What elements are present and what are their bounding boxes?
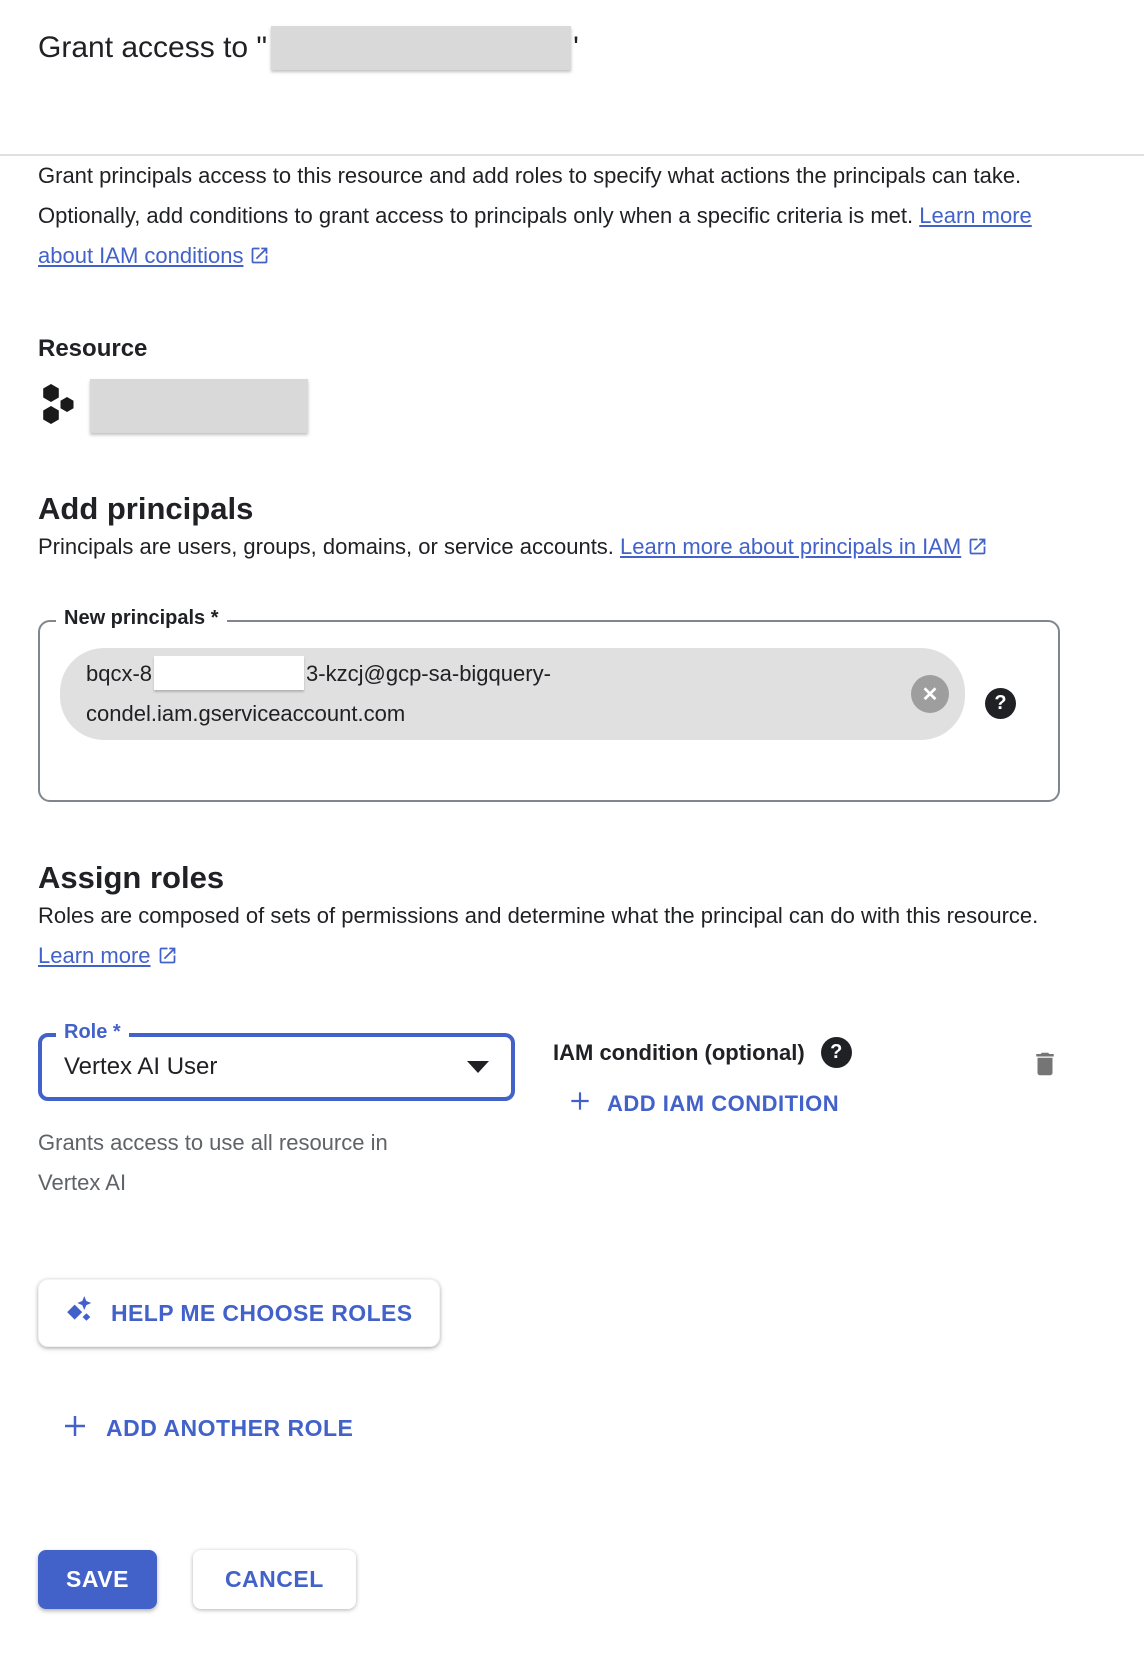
redacted-resource-value <box>90 379 308 433</box>
cancel-button[interactable]: CANCEL <box>193 1550 356 1609</box>
resource-heading: Resource <box>38 335 148 362</box>
assign-roles-heading: Assign roles <box>38 860 225 895</box>
role-label: Role * <box>56 1021 129 1044</box>
dataset-icon <box>38 381 78 432</box>
dialog-header <box>38 0 1060 94</box>
remove-principal-button[interactable] <box>911 675 949 713</box>
redacted-resource-name <box>271 26 571 70</box>
role-helper-text: Grants access to use all resource in Vertex AI <box>38 1130 388 1195</box>
iam-condition-column <box>553 1033 1030 1119</box>
save-button[interactable]: SAVE <box>38 1550 157 1609</box>
principals-paragraph <box>38 527 1053 570</box>
delete-role-button[interactable] <box>1030 1047 1060 1084</box>
roles-text: Roles are composed of sets of permissions and determine what the principal can do with this resource. <box>38 903 1039 928</box>
close-icon: ✕ <box>921 683 939 706</box>
page-title <box>38 26 1060 70</box>
intro-paragraph <box>38 156 1053 279</box>
external-link-icon <box>249 239 270 279</box>
redacted-principal-segment <box>154 656 304 690</box>
help-me-choose-roles-button[interactable]: HELP ME CHOOSE ROLES <box>38 1279 440 1347</box>
external-link-icon <box>967 530 988 570</box>
add-principals-heading: Add principals <box>38 491 254 526</box>
resource-row <box>38 379 1060 433</box>
trash-icon <box>1030 1069 1060 1084</box>
plus-icon <box>60 1411 90 1446</box>
new-principals-field[interactable] <box>38 607 1060 802</box>
principal-chip <box>60 648 965 740</box>
dialog-footer <box>38 1550 1060 1609</box>
role-select[interactable] <box>38 1021 515 1101</box>
chevron-down-icon <box>467 1061 489 1073</box>
roles-learn-more-link[interactable]: Learn more <box>38 943 151 968</box>
intro-text: Grant principals access to this resource and add roles to specify what actions the principals can take. Optionally, add conditions to grant access to principals only when a specific criteria is met. <box>38 163 1022 228</box>
principal-email: bqcx-8 3-kzcj@gcp-sa-bigquery- condel.iam.gserviceaccount.com <box>86 654 897 734</box>
role-column <box>38 1021 515 1203</box>
principals-text: Principals are users, groups, domains, or service accounts. <box>38 534 621 559</box>
page-title-text: Grant access to " <box>38 31 268 64</box>
sparkle-icon <box>65 1295 95 1331</box>
add-iam-condition-button[interactable]: ADD IAM CONDITION <box>567 1088 839 1119</box>
add-another-role-button[interactable]: ADD ANOTHER ROLE <box>60 1411 353 1446</box>
grant-access-dialog <box>0 0 1144 154</box>
principals-iam-link[interactable]: Learn more about principals in IAM <box>620 534 962 559</box>
principals-help-icon[interactable]: ? <box>985 688 1016 719</box>
iam-condition-label: IAM condition (optional) <box>553 1039 805 1065</box>
new-principals-label: New principals * <box>56 607 227 630</box>
external-link-icon <box>157 939 178 979</box>
iam-conditions-link[interactable]: Learn more about IAM conditions <box>38 203 1032 268</box>
role-row <box>38 1021 1060 1203</box>
page-title-close-quote: ' <box>573 31 579 64</box>
plus-icon <box>567 1088 593 1119</box>
roles-paragraph <box>38 896 1053 979</box>
principal-chip-row <box>60 648 1038 740</box>
role-selected-value: Vertex AI User <box>64 1053 218 1080</box>
iam-condition-help-icon[interactable]: ? <box>821 1037 852 1068</box>
